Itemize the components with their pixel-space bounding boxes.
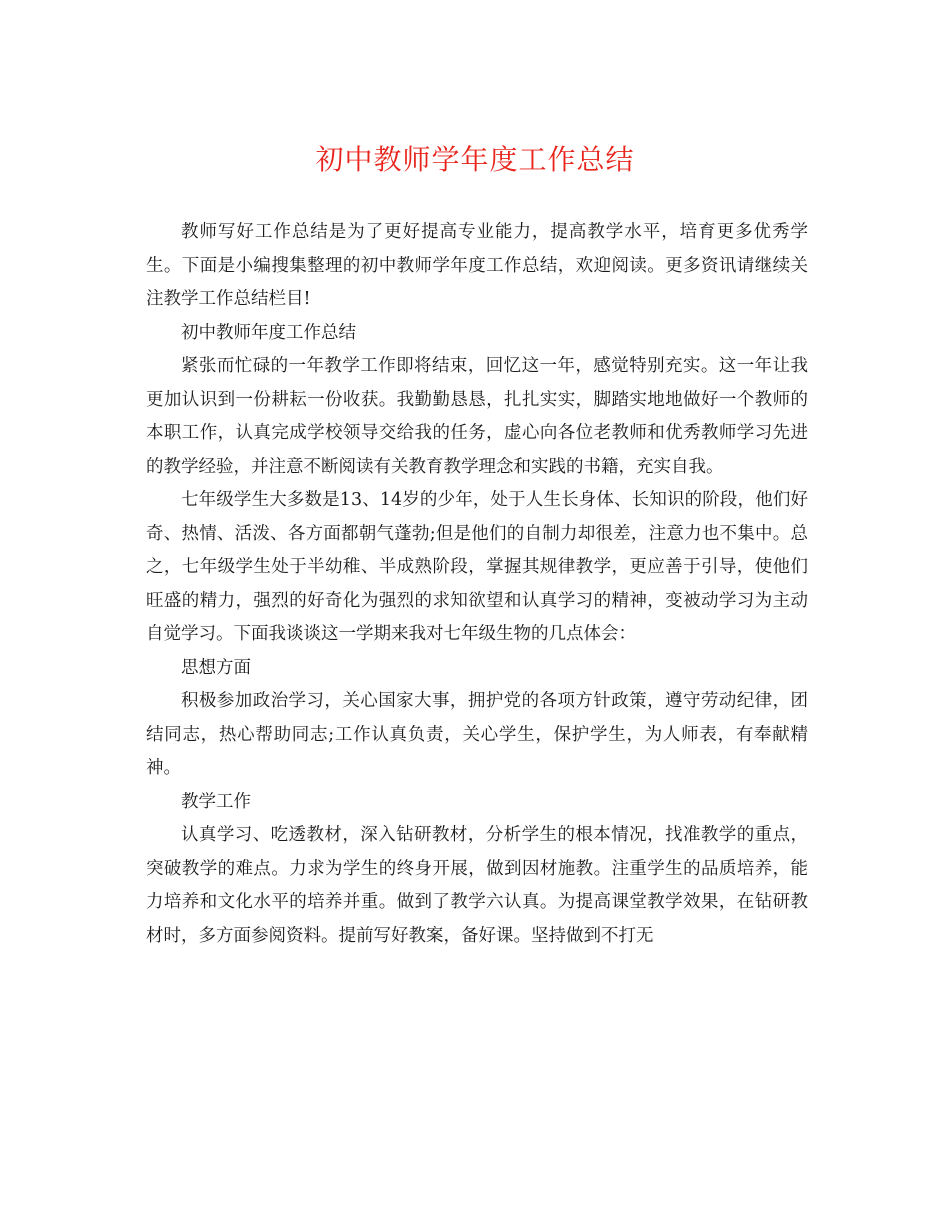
section-heading-ideology: 思想方面 bbox=[181, 657, 251, 678]
body-paragraph: 紧张而忙碌的一年教学工作即将结束，回忆这一年，感觉特别充实。这一年让我更加认识到一份耕耘一份收获。我勤勤恳恳，扎扎实实，脚踏实地地做好一个教师的本职工作，认真完成学校领导交给我的任务，虚心向各位老教师和优秀教师学习先进的教学经验，并注意不断阅读有关教育教学理念和实践的书籍，充实自我。 bbox=[146, 356, 808, 477]
body-paragraph: 认真学习、吃透教材，深入钻研教材，分析学生的根本情况，找准教学的重点，突破教学的难点。力求为学生的终身开展，做到因材施教。注重学生的品质培养，能力培养和文化水平的培养并重。做到了教学六认真。为提高课堂教学效果，在钻研教材时，多方面参阅资料。提前写好教案，备好课。坚持做到不打无 bbox=[146, 825, 808, 946]
document-body bbox=[146, 216, 808, 953]
body-paragraph: 积极参加政治学习，关心国家大事，拥护党的各项方针政策，遵守劳动纪律，团结同志，热心帮助同志;工作认真负责，关心学生，保护学生，为人师表，有奉献精神。 bbox=[146, 691, 808, 778]
section-heading-annual-summary: 初中教师年度工作总结 bbox=[181, 322, 356, 343]
intro-paragraph: 教师写好工作总结是为了更好提高专业能力，提高教学水平，培育更多优秀学生。下面是小编搜集整理的初中教师学年度工作总结，欢迎阅读。更多资讯请继续关注教学工作总结栏目! bbox=[146, 222, 808, 309]
body-paragraph: 七年级学生大多数是13、14岁的少年，处于人生长身体、长知识的阶段，他们好奇、热情、活泼、各方面都朝气蓬勃;但是他们的自制力却很差，注意力也不集中。总之，七年级学生处于半幼稚、半成熟阶段，掌握其规律教学，更应善于引导，使他们旺盛的精力，强烈的好奇化为强烈的求知欲望和认真学习的精神，变被动学习为主动自觉学习。下面我谈谈这一学期来我对七年级生物的几点体会： bbox=[146, 490, 808, 644]
document-title: 初中教师学年度工作总结 bbox=[315, 143, 635, 176]
section-heading-teaching-work: 教学工作 bbox=[181, 791, 251, 812]
